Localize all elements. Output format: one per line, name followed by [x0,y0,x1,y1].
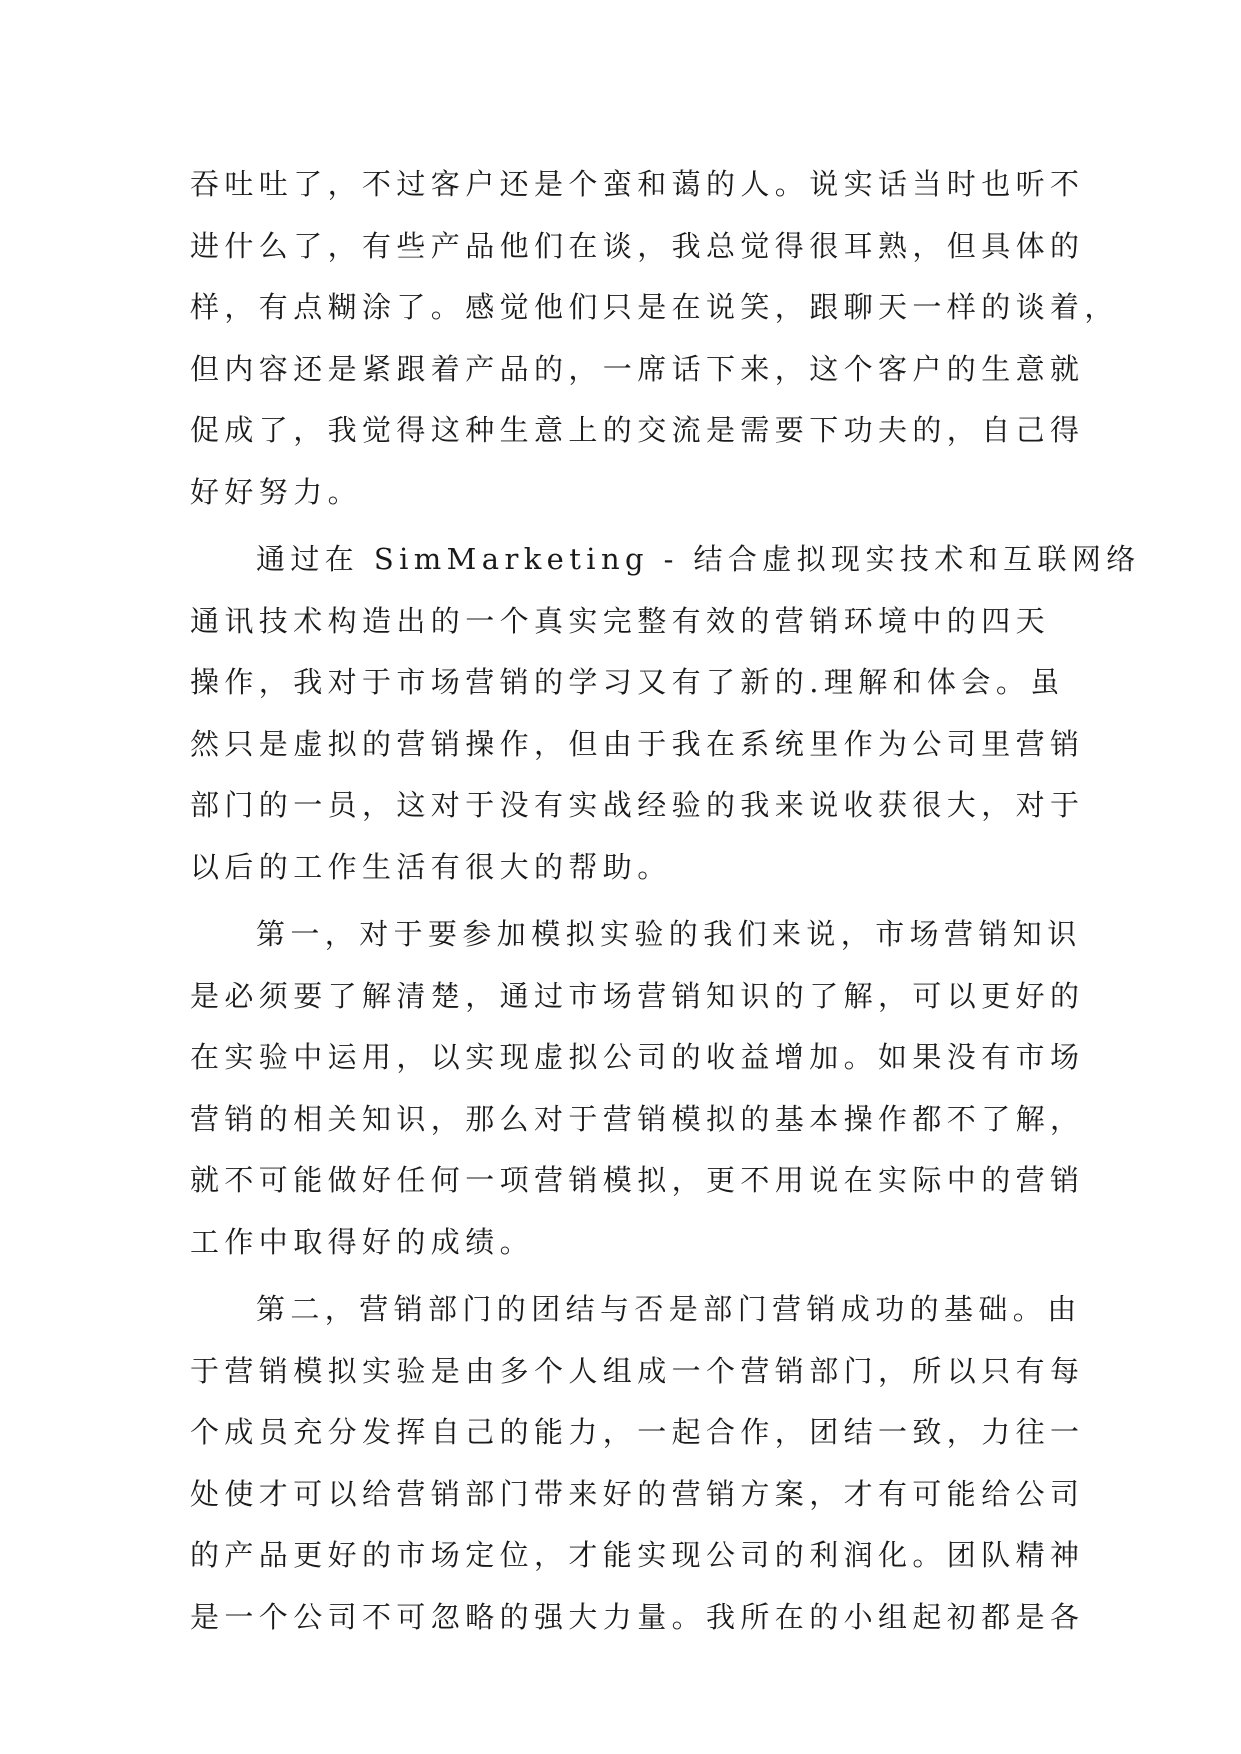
paragraph-first-point [190,904,1085,1273]
text-line: 部门的一员，这对于没有实战经验的我来说收获很大，对于 [190,788,1085,822]
text-line: 以后的工作生活有很大的帮助。 [190,849,672,884]
text-line: 但内容还是紧跟着产品的，一席话下来，这个客户的生意就 [190,351,1085,386]
text-line: 操作，我对于市场营销的学习又有了新的.理解和体会。虽 [190,665,1065,699]
text-line-first: 第一，对于要参加模拟实验的我们来说，市场营销知识 [256,917,1082,951]
text-line: 在实验中运用，以实现虚拟公司的收益增加。如果没有市场 [190,1040,1085,1074]
text-line-first: 第二，营销部门的团结与否是部门营销成功的基础。由 [256,1292,1082,1326]
text-line: 进什么了，有些产品他们在谈，我总觉得很耳熟，但具体的 [190,228,1085,263]
text-line: 通讯技术构造出的一个真实完整有效的营销环境中的四天 [190,603,1051,638]
text-line: 样，有点糊涂了。感觉他们只是在说笑，跟聊天一样的谈着， [190,290,1119,324]
text-line: 好好努力。 [190,474,363,509]
text-line: 个成员充分发挥自己的能力，一起合作，团结一致，力往一 [190,1415,1085,1449]
text-line: 工作中取得好的成绩。 [190,1224,535,1259]
text-line-first: 通过在 SimMarketing - 结合虚拟现实技术和互联网络 [256,542,1141,576]
paragraph-continuation [190,154,1119,523]
paragraph-simmarketing [190,529,1141,898]
text-line: 就不可能做好任何一项营销模拟，更不用说在实际中的营销 [190,1163,1085,1197]
paragraph-second-point [190,1279,1085,1648]
text-line: 促成了，我觉得这种生意上的交流是需要下功夫的，自己得 [190,413,1085,447]
text-line: 是一个公司不可忽略的强大力量。我所在的小组起初都是各 [190,1599,1085,1634]
text-line: 然只是虚拟的营销操作，但由于我在系统里作为公司里营销 [190,726,1085,761]
text-line: 处使才可以给营销部门带来好的营销方案，才有可能给公司 [190,1476,1085,1511]
text-line: 营销的相关知识，那么对于营销模拟的基本操作都不了解， [190,1101,1085,1136]
text-line: 吞吐吐了，不过客户还是个蛮和蔼的人。说实话当时也听不 [190,167,1085,201]
document-page [190,154,1141,1648]
text-line: 于营销模拟实验是由多个人组成一个营销部门，所以只有每 [190,1353,1085,1388]
text-line: 的产品更好的市场定位，才能实现公司的利润化。团队精神 [190,1538,1085,1572]
text-line: 是必须要了解清楚，通过市场营销知识的了解，可以更好的 [190,978,1085,1013]
